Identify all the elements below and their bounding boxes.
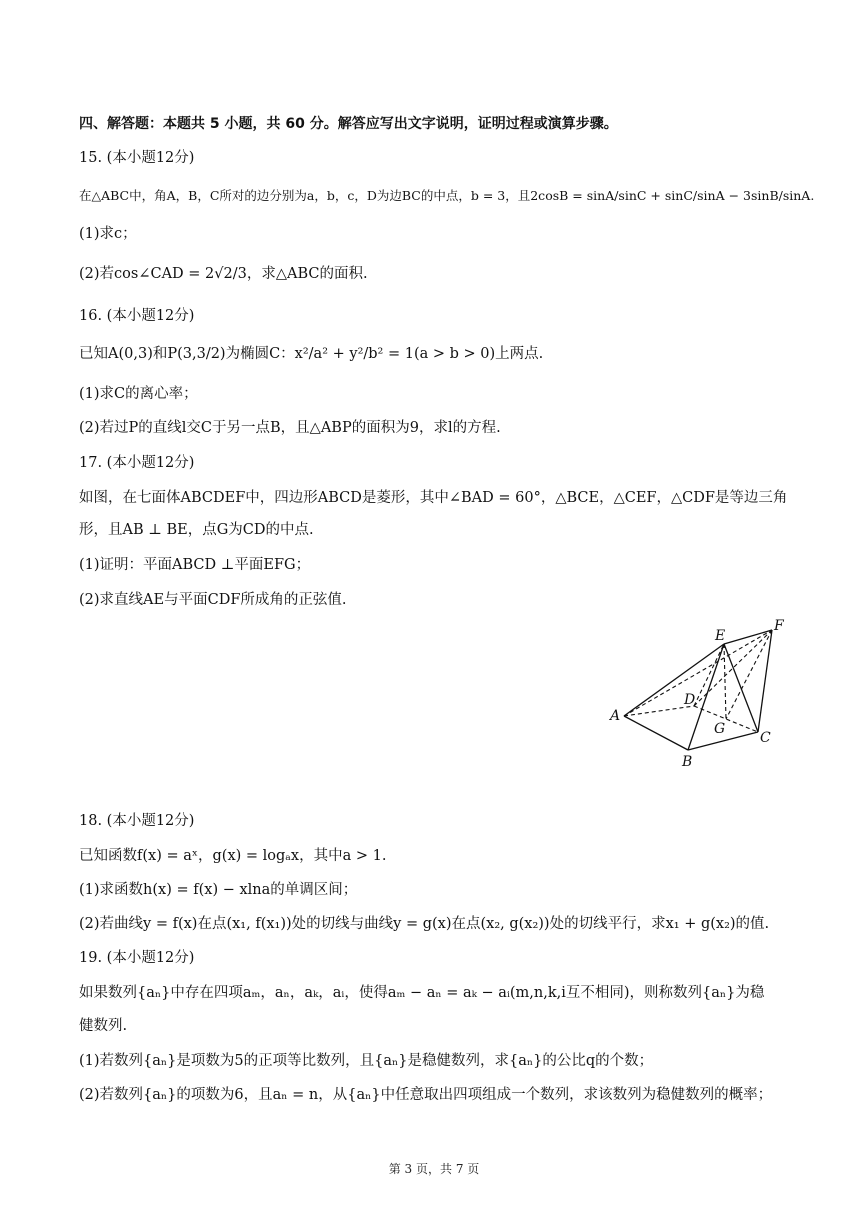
problem-17-line-2: 形，且AB ⊥ BE，点G为CD的中点. <box>79 522 314 538</box>
problem-18-line-1: 已知函数f(x) = aˣ，g(x) = logₐx，其中a > 1. <box>79 848 387 864</box>
section-title: 四、解答题：本题共 5 小题，共 60 分。解答应写出文字说明，证明过程或演算步骤。 <box>79 116 618 132</box>
label-F: F <box>774 618 784 634</box>
problem-18-line-2: (1)求函数h(x) = f(x) − xlna的单调区间； <box>79 882 358 898</box>
edge-AB <box>624 716 688 750</box>
problem-15-line-2: (1)求c； <box>79 226 137 242</box>
problem-16-line-1: 已知A(0,3)和P(3,3/2)为椭圆C：x²/a² + y²/b² = 1(a > b > 0)上两点. <box>79 346 544 362</box>
heptahedron-figure <box>600 612 800 772</box>
label-C: C <box>760 730 771 746</box>
page-footer: 第 3 页，共 7 页 <box>388 1162 480 1176</box>
edge-AE <box>624 644 724 716</box>
label-G: G <box>714 721 726 737</box>
edge-EG <box>724 644 726 719</box>
edge-CE <box>724 644 758 732</box>
edge-DE <box>694 644 724 706</box>
label-B: B <box>682 754 693 770</box>
problem-19-line-1: 如果数列{aₙ}中存在四项aₘ，aₙ，aₖ，aᵢ，使得aₘ − aₙ = aₖ − aᵢ(m,n,k,i互不相同)，则称数列{aₙ}为稳 <box>79 985 765 1001</box>
label-A: A <box>610 708 621 724</box>
problem-19-header: 19. (本小题12分) <box>79 950 195 966</box>
problem-17-line-3: (1)证明：平面ABCD ⊥平面EFG； <box>79 557 311 573</box>
problem-15-header: 15. (本小题12分) <box>79 150 195 166</box>
problem-16-line-2: (1)求C的离心率； <box>79 386 198 402</box>
problem-18-header: 18. (本小题12分) <box>79 813 195 829</box>
problem-15-line-3: (2)若cos∠CAD = 2√2/3，求△ABC的面积. <box>79 266 368 282</box>
problem-18-line-3: (2)若曲线y = f(x)在点(x₁, f(x₁))处的切线与曲线y = g(x)在点(x₂, g(x₂))处的切线平行，求x₁ + g(x₂)的值. <box>79 916 770 932</box>
problem-17-header: 17. (本小题12分) <box>79 455 195 471</box>
problem-15-line-1: 在△ABC中，角A，B，C所对的边分别为a，b，c，D为边BC的中点，b = 3，且2cosB = sinA/sinC + sinC/sinA − 3sinB/sinA. <box>79 188 815 203</box>
label-D: D <box>684 692 696 708</box>
edge-FG <box>726 630 772 719</box>
problem-19-line-3: (1)若数列{aₙ}是项数为5的正项等比数列，且{aₙ}是稳健数列，求{aₙ}的公比q的个数； <box>79 1053 654 1069</box>
problem-16-header: 16. (本小题12分) <box>79 308 195 324</box>
problem-19-line-2: 健数列. <box>79 1018 128 1034</box>
problem-16-line-3: (2)若过P的直线l交C于另一点B，且△ABP的面积为9，求l的方程. <box>79 420 501 436</box>
problem-17-line-1: 如图，在七面体ABCDEF中，四边形ABCD是菱形，其中∠BAD = 60°，△BCE，△CEF，△CDF是等边三角 <box>79 490 788 506</box>
edge-AF <box>624 630 772 716</box>
problem-19-line-4: (2)若数列{aₙ}的项数为6，且aₙ = n，从{aₙ}中任意取出四项组成一个数列，求该数列为稳健数列的概率； <box>79 1087 773 1103</box>
label-E: E <box>715 628 726 644</box>
edge-CF <box>758 630 772 732</box>
problem-17-line-4: (2)求直线AE与平面CDF所成角的正弦值. <box>79 592 347 608</box>
